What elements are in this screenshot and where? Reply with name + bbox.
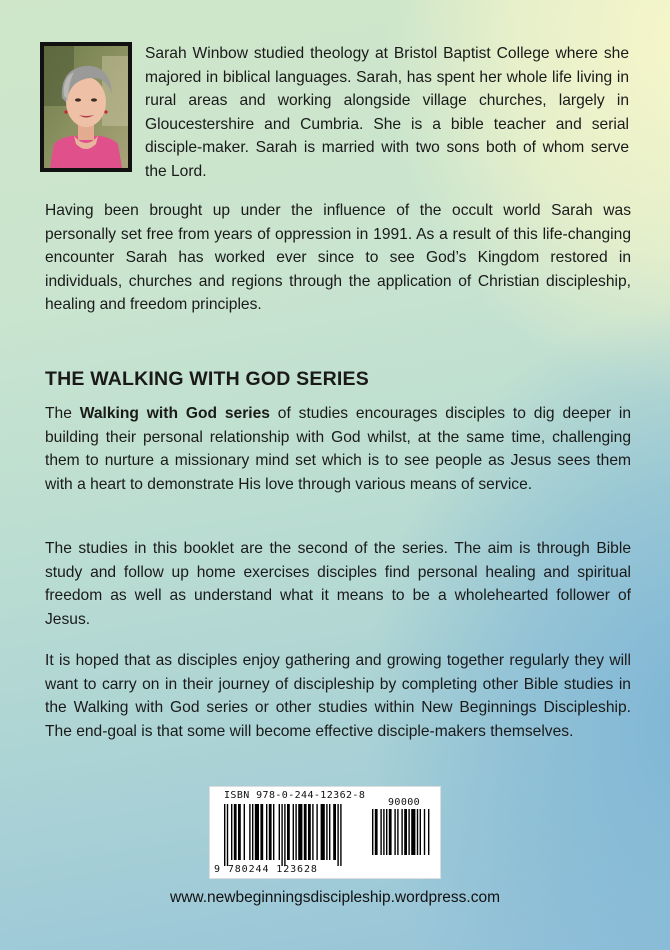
barcode-bar — [227, 804, 228, 866]
barcode-bar — [293, 804, 294, 860]
barcode-bar — [308, 804, 311, 860]
barcode-bar — [231, 804, 232, 860]
barcode-bar — [255, 804, 259, 860]
barcode-bar — [401, 809, 402, 855]
barcode-addon-digits: 90000 — [388, 797, 421, 808]
author-portrait-image — [44, 46, 128, 168]
author-photo — [40, 42, 132, 172]
series-heading: THE WALKING WITH GOD SERIES — [45, 368, 369, 390]
barcode-bar — [287, 804, 290, 860]
barcode-bar — [333, 804, 336, 860]
barcode-bar — [312, 804, 313, 860]
barcode-bars — [224, 804, 366, 866]
barcode-bar — [428, 809, 429, 855]
barcode-bar — [244, 804, 245, 860]
booklet-paragraph: The studies in this booklet are the second of the series. The aim is through Bible study and follow up home exercises disciples find personal healing and spiritual freedom as well as understand what it means to be a wholehearted follower of Jesus. — [45, 540, 631, 628]
barcode-bar — [234, 804, 237, 860]
barcode-bar — [326, 804, 327, 860]
author-testimony: Having been brought up under the influence of the occult world Sarah was personally set free from years of oppression in 1991. As a result of this life-changing encounter Sarah has worked ever since to see God’s Kingdom restored in individuals, churches and regions through the application of Christian discipleship, healing and freedom principles. — [45, 202, 631, 314]
barcode-bar — [380, 809, 381, 855]
hope-paragraph: It is hoped that as disciples enjoy gathering and growing together regularly they will want to carry on in their journey of discipleship by completing other Bible studies in the Walking with God series or other studies within New Beginnings Discipleship. The end-goal is that some will become effective disciple-makers themselves. — [45, 652, 631, 740]
barcode-bar — [321, 804, 325, 860]
barcode-bar — [298, 804, 302, 860]
barcode-bar — [249, 804, 250, 860]
barcode-bar — [295, 804, 296, 860]
barcode-bar — [375, 809, 378, 855]
barcode-bar — [273, 804, 274, 860]
barcode-bar — [279, 804, 280, 860]
barcode-bar — [266, 804, 267, 860]
barcode-bar — [337, 804, 338, 866]
isbn-label: ISBN 978-0-244-12362-8 — [224, 790, 366, 801]
barcode-bar — [383, 809, 384, 855]
author-bio: Sarah Winbow studied theology at Bristol Baptist College where she majored in biblical languages. Sarah, has spent her whole life living in rural areas and working alongside village churches, largely in Gloucestershire and Cumbria. She is a bible teacher and serial disciple-maker. Sarah is married with two sons both of whom serve the Lord. — [145, 45, 629, 180]
barcode-bar — [316, 804, 317, 860]
series-intro-rest: of studies encourages disciples to dig deeper in building their personal relationship with God whilst, at the same time, challenging them to nurture a missionary mind set which is to see people as Jesus sees them with a heart to demonstrate His love through various means of service. — [45, 405, 632, 493]
barcode-bar — [269, 804, 272, 860]
barcode-bar — [238, 804, 241, 860]
barcode-bar — [397, 809, 398, 855]
website-url: www.newbeginningsdiscipleship.wordpress.com — [170, 889, 500, 906]
barcode-bar — [281, 804, 282, 866]
isbn-barcode — [209, 786, 441, 879]
barcode-bar — [420, 809, 421, 855]
barcode-bar — [340, 804, 341, 866]
barcode-bar — [424, 809, 425, 855]
barcode-addon-bars — [372, 809, 432, 861]
barcode-bar — [224, 804, 225, 866]
barcode-bar — [408, 809, 409, 855]
barcode-bar — [411, 809, 415, 855]
series-intro — [45, 402, 631, 496]
barcode-bar — [252, 804, 253, 860]
barcode-bar — [386, 809, 387, 855]
series-name-bold: Walking with God series — [79, 405, 270, 422]
barcode-bar — [389, 809, 392, 855]
series-intro-lead: The — [45, 405, 80, 422]
barcode-bar — [260, 804, 263, 860]
barcode-bar — [417, 809, 418, 855]
barcode-bar — [329, 804, 330, 860]
barcode-bar — [404, 809, 407, 855]
barcode-bar — [284, 804, 285, 866]
barcode-bar — [372, 809, 373, 855]
barcode-ean-digits: 9 780244 123628 — [214, 864, 318, 875]
barcode-bar — [304, 804, 307, 860]
barcode-bar — [394, 809, 395, 855]
